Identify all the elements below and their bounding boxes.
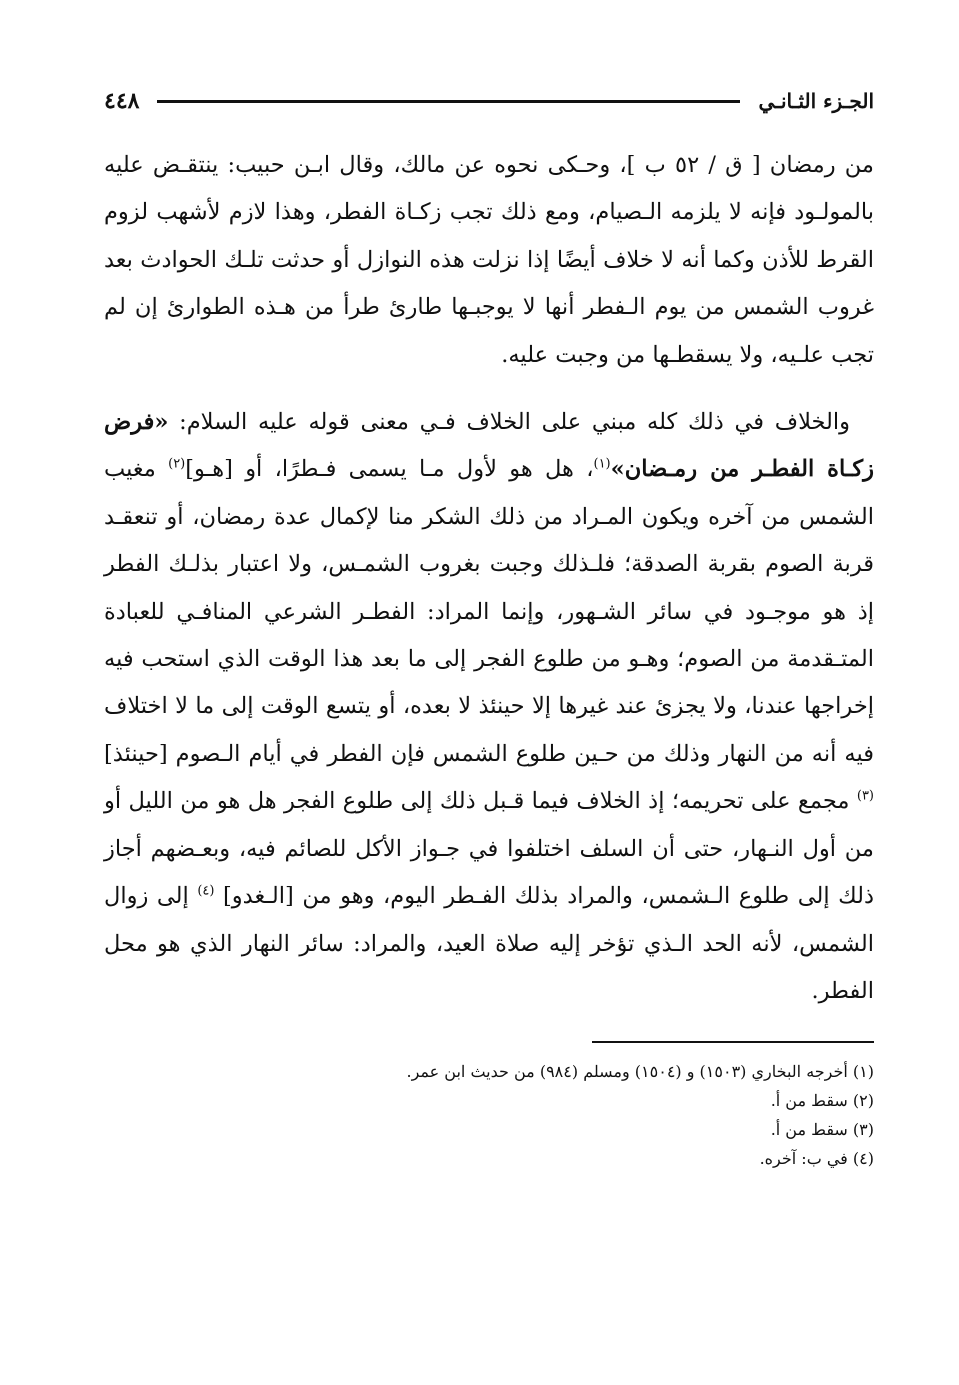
footnote-ref-4: (٤)	[197, 883, 215, 899]
footnote-ref-1: (١)	[593, 456, 611, 472]
footnote-separator	[592, 1041, 874, 1043]
hadith-quote: «فرض زكـاة الفطـر من رمـضان»	[104, 409, 874, 483]
header-rule	[157, 100, 740, 103]
footnote-ref-2: (٢)	[168, 456, 186, 472]
document-page	[104, 84, 874, 1344]
paragraph-2	[104, 399, 874, 1015]
paragraph-2-end: إلى زوال الشمس، لأنه الحد الـذي تؤخر إليه صلاة العيد، والمراد: سائر النهار الذي هو محل الفطر.	[104, 883, 875, 1004]
footnote-1: (١) أخرجه البخاري (١٥٠٣) و (١٥٠٤) ومسلم (٩٨٤) من حديث ابن عمر.	[406, 1062, 874, 1082]
paragraph-1: من رمضان [ ق / ٥٢ ب ]، وحـكى نحوه عن مالك، وقال ابـن حبيب: ينتقـض عليه بالمولـود فإنه لا يلزمه الـصيام، ومع ذلك تجب زكـاة الفطر، وهذا لازم لأشهب لزوم القرط للأذن وكما أنه لا خلاف أيضًا إذا نزلت هذه النوازل أو حدثت تلـك الحوادث بعد غروب الشمس من يوم الـفطر أنها لا يوجبـها طارئ طرأ من هـذه الطوارئ إن لم تجب علـيه، ولا يسقطـها من وجبت عليه.	[104, 152, 874, 368]
footnote-4: (٤) في ب: آخره.	[759, 1149, 874, 1169]
footnotes	[104, 1057, 874, 1173]
footnote-ref-3: (٣)	[856, 788, 874, 804]
page-number: ٤٤٨	[104, 88, 140, 114]
running-title: الجـزء الثـانـي	[758, 89, 874, 113]
paragraph-2-middle: مغيب الشمس من آخره ويكون المـراد من ذلك الشكر منا لإكمال عدة رمضان، أو تنعقـد قربة الصوم بقربة الصدقة؛ فلـذلك وجبت بغروب الشمـس، ولا اعتبار بذلـك الفطر إذ هو موجـود في سائر الشـهور، وإنما المراد: الفطـر الشرعي المنافـي للعبادة المتـقدمة من الصوم؛ وهـو من طلوع الفجر إلى ما بعد هذا الوقت الذي استحب فيه إخراجها عندنا، ولا يجزئ عند غيرها إلا حينئذ لا بعده، أو يتسع الوقت إلى ما لا اختلاف فيه أنه من النهار وذلك من حـين طلوع الشمس فإن الفطر في أيام الـصوم [حينئذ]	[104, 456, 874, 767]
footnote-2: (٢) سقط من أ.	[770, 1091, 874, 1111]
paragraph-2-after-quote: ، هل هو لأول مـا يسمى فـطرًا، أو [هـو]	[185, 456, 594, 483]
main-text	[104, 142, 874, 1015]
paragraph-2-intro: والخلاف في ذلك كله مبني على الخلاف فـي معنى قوله عليه السلام:	[179, 409, 851, 436]
footnote-3: (٣) سقط من أ.	[770, 1120, 874, 1140]
paragraph-2-middle-2: مجمع على تحريمه؛ إذ الخلاف فيما قـبل ذلك إلى طلوع الفجر هل هو من الليل أو من أول النـهار، حتى أن السلف اختلفوا في جـواز الأكل للصائم فيه، وبعـضهم أجاز ذلك إلى طلوع الـشمس، والمراد بذلك الفـطر اليوم، وهو من [الـغدو]	[104, 788, 874, 910]
page-header	[104, 84, 874, 118]
